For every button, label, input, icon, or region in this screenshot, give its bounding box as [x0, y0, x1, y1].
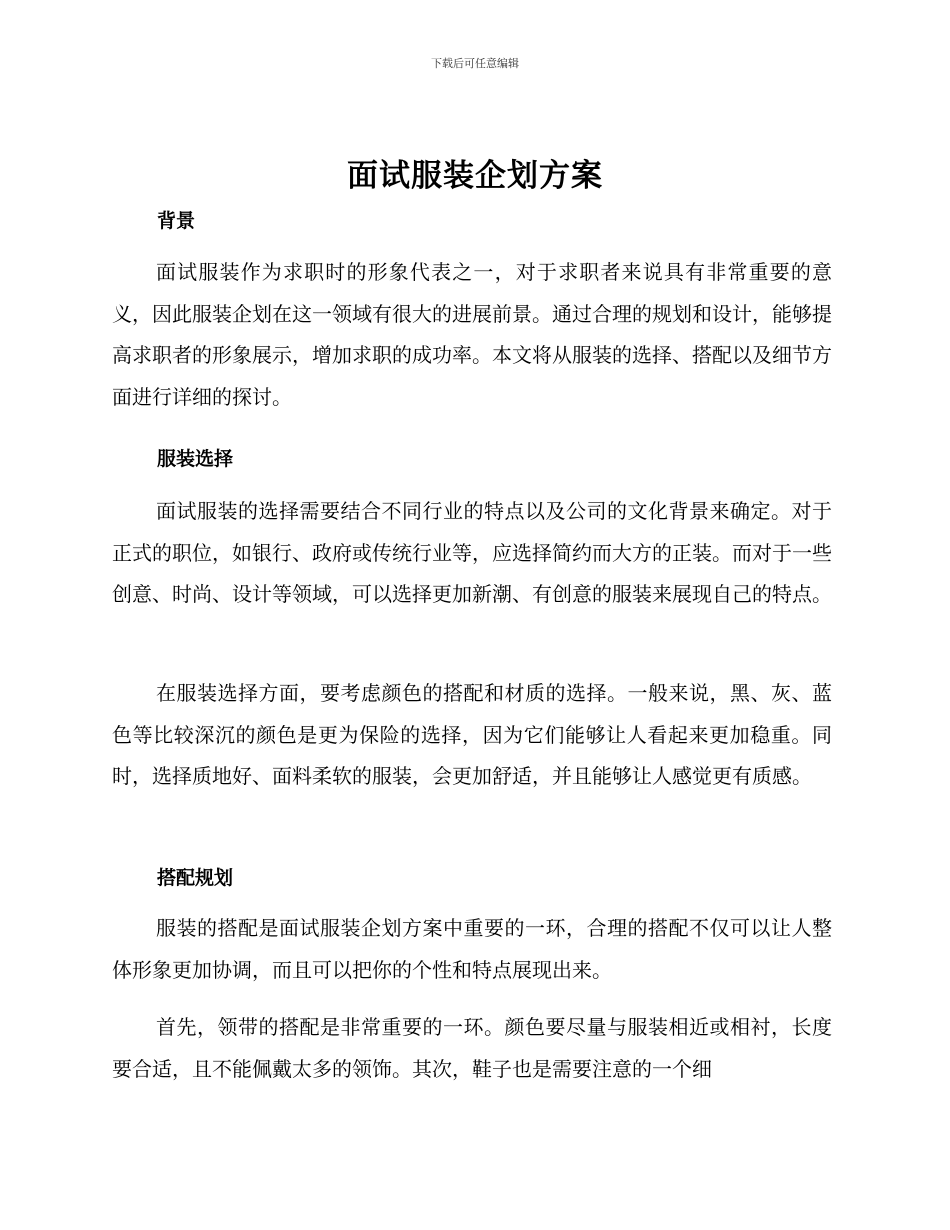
paragraph-background: 面试服装作为求职时的形象代表之一，对于求职者来说具有非常重要的意义，因此服装企划在这一领域有很大的进展前景。通过合理的规划和设计，能够提高求职者的形象展示，增加求职的成功率。本文将从服装的选择、搭配以及细节方面进行详细的探讨。 [112, 260, 832, 409]
page-header-note: 下载后可任意编辑 [431, 57, 519, 70]
paragraph-matching-plan-1: 服装的搭配是面试服装企划方案中重要的一环，合理的搭配不仅可以让人整体形象更加协调，而且可以把你的个性和特点展现出来。 [112, 916, 832, 982]
paragraph-matching-plan-2: 首先，领带的搭配是非常重要的一环。颜色要尽量与服装相近或相衬，长度要合适，且不能佩戴太多的领饰。其次，鞋子也是需要注意的一个细 [112, 1015, 832, 1081]
section-heading-background: 背景 [157, 210, 196, 232]
document-title: 面试服装企划方案 [347, 158, 603, 194]
section-heading-matching-plan: 搭配规划 [157, 867, 234, 889]
section-heading-clothing-choice: 服装选择 [157, 448, 234, 470]
paragraph-clothing-choice-1: 面试服装的选择需要结合不同行业的特点以及公司的文化背景来确定。对于正式的职位，如银行、政府或传统行业等，应选择简约而大方的正装。而对于一些创意、时尚、设计等领域，可以选择更加新潮、有创意的服装来展现自己的特点。 [112, 499, 832, 606]
paragraph-clothing-choice-2: 在服装选择方面，要考虑颜色的搭配和材质的选择。一般来说，黑、灰、蓝色等比较深沉的颜色是更为保险的选择，因为它们能够让人看起来更加稳重。同时，选择质地好、面料柔软的服装，会更加舒适，并且能够让人感觉更有质感。 [112, 681, 832, 788]
